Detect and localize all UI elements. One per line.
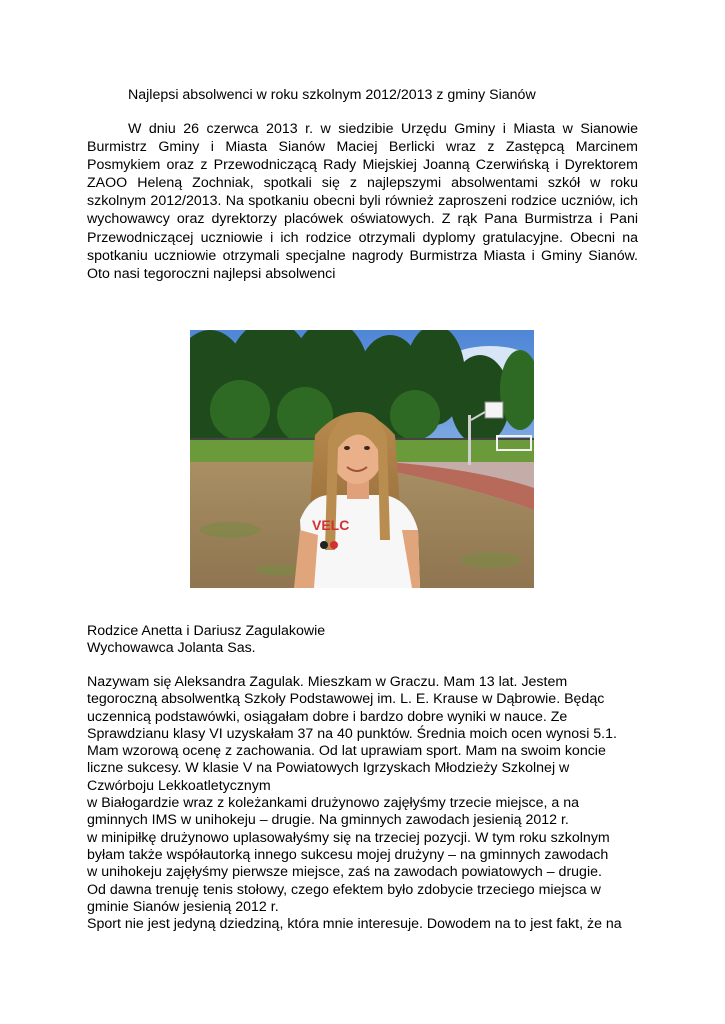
- bio-line: tegoroczną absolwentką Szkoły Podstawowej im. L. E. Krause w Dąbrowie. Będąc: [87, 691, 605, 708]
- parents-caption: Rodzice Anetta i Dariusz Zagulakowie: [87, 623, 326, 639]
- bio-line: uczennicą podstawówki, osiągałam dobre i bardzo dobre wyniki w nauce. Ze: [87, 708, 568, 725]
- bio-line: Sprawdzianu klasy VI uzyskałam 37 na 40 punktów. Średnia moich ocen wynosi 5.1.: [87, 725, 617, 742]
- bio-line: gminnych IMS w unihokeju – drugie. Na gminnych zawodach jesienią 2012 r.: [87, 812, 569, 829]
- intro-paragraph: W dniu 26 czerwca 2013 r. w siedzibie Urzędu Gminy i Miasta w Sianowie Burmistrz Gminy i Miasta Sianów Maciej Berlicki wraz z Zastępcą Marcinem Posmykiem oraz z Przewodniczącą Rady Miejskiej Joanną Czerwińską i Dyrektorem ZAOO Heleną Zochniak, spotkali się z najlepszymi absolwentami szkół w roku szkolnym 2012/2013. Na spotkaniu obecni byli również zaproszeni rodzice uczniów, ich wychowawcy oraz dyrektorzy placówek oświatowych. Z rąk Pana Burmistrza i Pani Przewodniczącej uczniowie i ich rodzice otrzymali dyplomy gratulacyjne. Obecni na spotkaniu uczniowie otrzymali specjalne nagrody Burmistrza Miasta i Gminy Sianów. Oto nasi tegoroczni najlepsi absolwenci: [87, 121, 638, 282]
- bio-line: w unihokeju zajęłyśmy pierwsze miejsce, zaś na zawodach powiatowych – drugie.: [87, 864, 602, 881]
- bio-line: byłam także współautorką innego sukcesu mojej drużyny – na gminnych zawodach: [87, 846, 609, 863]
- document-title: Najlepsi absolwenci w roku szkolnym 2012/2013 z gminy Sianów: [128, 87, 536, 103]
- teacher-caption: Wychowawca Jolanta Sas.: [87, 640, 256, 656]
- bio-line: Mam wzorową ocenę z zachowania. Od lat uprawiam sport. Mam na swoim koncie: [87, 743, 606, 760]
- bio-line: w Białogardzie wraz z koleżankami drużynowo zajęłyśmy trzecie miejsce, a na: [87, 795, 580, 812]
- bio-line: liczne sukcesy. W klasie V na Powiatowych Igrzyskach Młodzieży Szkolnej w: [87, 760, 570, 777]
- bio-line: Czwórboju Lekkoatletycznym: [87, 777, 271, 794]
- bio-line: gminie Sianów jesienią 2012 r.: [87, 898, 279, 915]
- bio-line: Od dawna trenuję tenis stołowy, czego efektem było zdobycie trzeciego miejsca w: [87, 881, 601, 898]
- student-photo: [190, 330, 534, 588]
- bio-line: w minipiłkę drużynowo uplasowałyśmy się na trzeciej pozycji. W tym roku szkolnym: [87, 829, 610, 846]
- shirt-print: VELC: [312, 517, 350, 533]
- biography-paragraph: [87, 674, 647, 933]
- bio-line: Sport nie jest jedyną dziedziną, która mnie interesuje. Dowodem na to jest fakt, że na: [87, 916, 622, 933]
- bio-line: Nazywam się Aleksandra Zagulak. Mieszkam w Graczu. Mam 13 lat. Jestem: [87, 674, 568, 690]
